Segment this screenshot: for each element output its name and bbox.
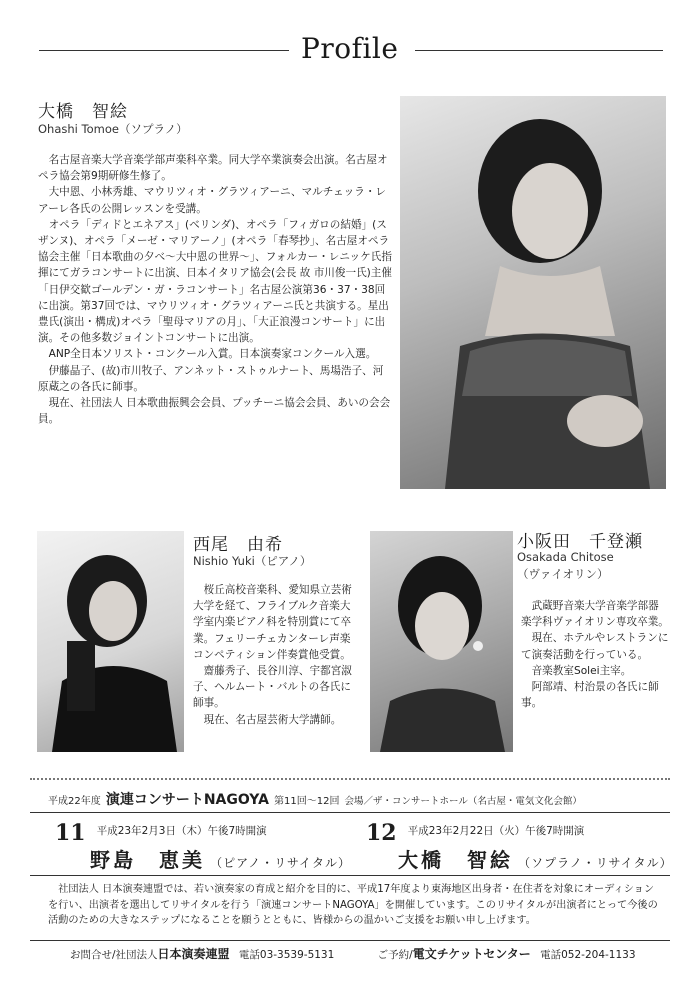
osakada-role: （ヴァイオリン） <box>517 567 609 581</box>
contact-inquiry-label: お問合せ/社団法人 <box>70 949 158 961</box>
event-11-type: （ピアノ・リサイタル） <box>210 856 352 870</box>
event-11-number: 11 <box>55 820 86 846</box>
page-title: Profile <box>301 32 399 65</box>
event-12-date: 平成23年2月22日（火）午後7時開演 <box>407 825 585 837</box>
osakada-name-en: Osakada Chitose <box>517 550 614 564</box>
contact-booking-label: ご予約/ <box>377 949 413 961</box>
ohashi-name-en: Ohashi Tomoe（ソプラノ） <box>38 122 188 136</box>
series-top-divider <box>30 778 670 780</box>
series-venue: 会場／ザ・コンサートホール（名古屋・電気文化会館） <box>344 796 582 807</box>
series-rounds: 第11回～12回 <box>274 796 340 807</box>
osakada-bio-p4: 阿部靖、村治景の各氏に師事。 <box>521 681 659 710</box>
event-11-date: 平成23年2月3日（木）午後7時開演 <box>96 825 267 837</box>
header-rule-left <box>39 50 289 51</box>
ohashi-bio-p3: オペラ「ディドとエネアス」(ベリンダ)、オペラ「フィガロの結婚」(スザンヌ)、オペラ「メーゼ・マリアーノ」(オペラ「春琴抄」、名古屋オペラ協会主催「日本歌曲の夕べ～大中恩の世界～」、フォルカー・レニッケ氏指揮にてガラコンサートに出演、日本イタリア協会(会長 故 市川俊一氏)主催「日伊交歓ゴールデン・ガ・ラコンサート」名古屋公演第36・37・38回に出演。第37回では、マウリツィオ・グラツィアーニ氏と共演する。星出豊氏(演出・構成)オペラ「聖母マリアの月」、「大正浪漫コンサート」に出演。その他多数ジョイントコンサートに出演。 <box>38 218 392 345</box>
series-divider <box>30 812 670 813</box>
ohashi-bio-p4: ANP全日本ソリスト・コンクール入賞。日本演奏家コンクール入選。 <box>48 348 377 361</box>
contact-org-tel: 電話03-3539-5131 <box>238 949 335 961</box>
ohashi-bio-p1: 名古屋音楽大学音楽学部声楽科卒業。同大学卒業演奏会出演。名古屋オペラ協会第9期研修生修了。 <box>38 154 388 183</box>
series-note <box>48 882 660 929</box>
series-name: 演連コンサートNAGOYA <box>105 792 269 808</box>
nishio-bio-p1: 桜丘高校音楽科、愛知県立芸術大学を経て、フライブルク音楽大学室内楽ピアノ科を特別賞にて卒業。フェリーチェカンターレ声楽コンペティション伴奏賞他受賞。 <box>193 584 352 661</box>
ohashi-bio-p5: 伊藤晶子、(故)市川牧子、アンネット・ストゥルナート、馬場浩子、河原蔵之の各氏に師事。 <box>38 364 384 393</box>
event-12-performer: 大橋 智絵 <box>398 848 513 872</box>
contact-line <box>70 945 636 962</box>
ohashi-bio-p6: 現在、社団法人 日本歌曲振興会会員、プッチーニ協会会員、あいの会会員。 <box>38 397 391 426</box>
event-12 <box>366 820 676 873</box>
event-12-type: （ソプラノ・リサイタル） <box>518 856 673 870</box>
event-11-performer: 野島 恵美 <box>90 848 205 872</box>
nishio-bio-p3: 現在、名古屋芸術大学講師。 <box>203 713 342 726</box>
osakada-bio <box>521 598 669 711</box>
series-bar <box>48 789 582 809</box>
ohashi-bio <box>38 152 393 427</box>
events-divider <box>30 875 670 876</box>
header-rule-right <box>415 50 663 51</box>
ohashi-bio-p2: 大中恩、小林秀雄、マウリツィオ・グラツィアーニ、マルチェッラ・レアーレ各氏の公開レッスンを受講。 <box>38 186 387 215</box>
contact-center: 電文チケットセンター <box>412 947 531 961</box>
osakada-bio-p2: 現在、ホテルやレストランにて演奏活動を行っている。 <box>521 632 669 661</box>
ohashi-name-jp: 大橋 智絵 <box>38 102 128 122</box>
osakada-photo <box>370 531 513 752</box>
osakada-name-jp: 小阪田 千登瀬 <box>517 532 643 552</box>
event-12-number: 12 <box>366 820 397 846</box>
contact-org: 日本演奏連盟 <box>157 947 230 961</box>
osakada-bio-p3: 音楽教室Solei主宰。 <box>531 664 632 677</box>
nishio-photo <box>37 531 184 752</box>
series-note-text: 社団法人 日本演奏連盟では、若い演奏家の育成と紹介を目的に、平成17年度より東海地区出身者・在住者を対象にオーディションを行い、出演者を選出してリサイタルを行う「演連コンサートNAGOYA」を開催しています。このリサイタルが出演者にとって今後の活動のための大きなステップになることを願うとともに、皆様からの温かいご支援をお願い申し上げます。 <box>48 884 658 926</box>
ohashi-photo <box>400 96 666 489</box>
nishio-name-jp: 西尾 由希 <box>193 535 283 555</box>
event-11 <box>55 820 355 873</box>
contact-center-tel: 電話052-204-1133 <box>540 949 636 961</box>
note-divider <box>30 940 670 941</box>
series-year: 平成22年度 <box>48 796 101 807</box>
nishio-bio <box>193 582 356 728</box>
nishio-name-en: Nishio Yuki（ピアノ） <box>193 554 312 568</box>
nishio-bio-p2: 齋藤秀子、長谷川淳、宇都宮淑子、ヘルムート・バルトの各氏に師事。 <box>193 665 352 710</box>
osakada-bio-p1: 武蔵野音楽大学音楽学部器楽学科ヴァイオリン専攻卒業。 <box>521 600 669 629</box>
